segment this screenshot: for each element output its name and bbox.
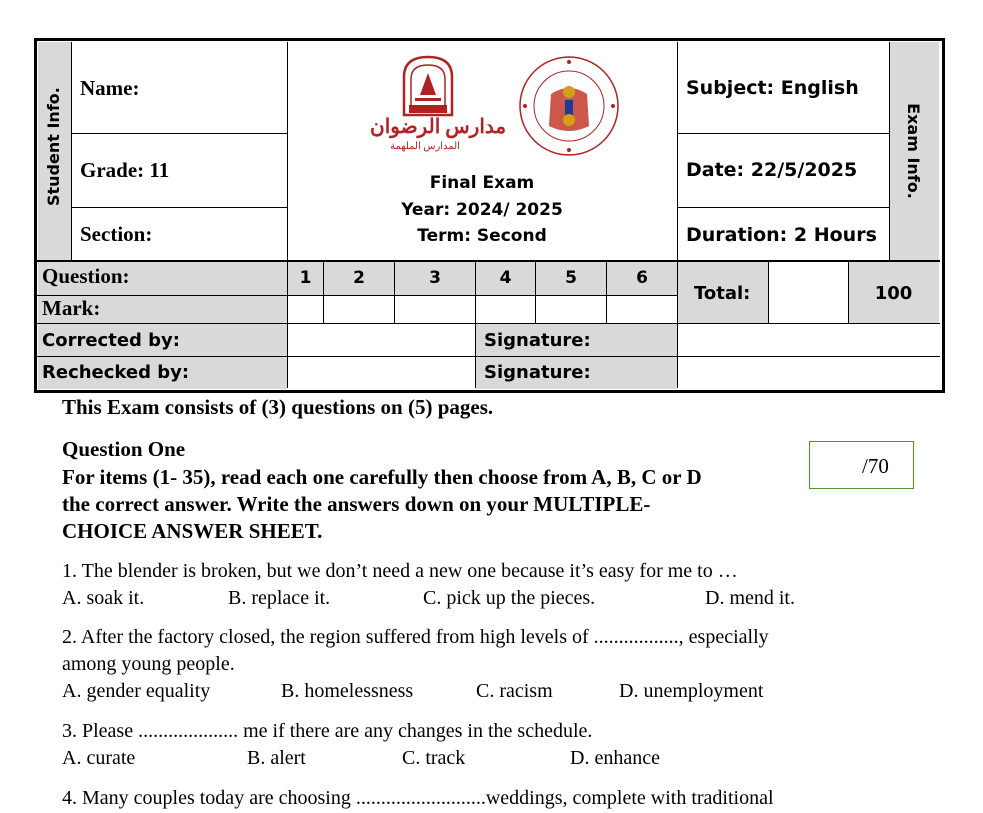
item-option[interactable]: B. replace it. bbox=[228, 587, 331, 609]
item-option[interactable]: A. soak it. bbox=[62, 587, 145, 609]
item-stem: among young people. bbox=[62, 653, 235, 675]
subject-label: Subject: English bbox=[686, 77, 859, 99]
signature-label: Signature: bbox=[484, 362, 591, 383]
mark-row-label: Mark: bbox=[42, 296, 101, 320]
student-info-side-label: Student Info. bbox=[44, 87, 63, 206]
item-stem: 1. The blender is broken, but we don’t need a new one because it’s easy for me to … bbox=[62, 560, 738, 582]
name-label: Name: bbox=[80, 76, 140, 100]
item-option[interactable]: D. enhance bbox=[570, 747, 660, 769]
score-box bbox=[809, 441, 914, 489]
question-row-label: Question: bbox=[42, 264, 130, 288]
question-number-cell: 4 bbox=[499, 268, 512, 288]
question-one-instructions: the correct answer. Write the answers down on your MULTIPLE- bbox=[62, 492, 651, 516]
exam-year: Year: 2024/ 2025 bbox=[401, 200, 563, 220]
item-option[interactable]: B. alert bbox=[247, 747, 306, 769]
item-option[interactable]: C. track bbox=[402, 747, 466, 769]
date-label: Date: 22/5/2025 bbox=[686, 159, 858, 181]
item-option[interactable]: A. curate bbox=[62, 747, 136, 769]
item-stem: 2. After the factory closed, the region suffered from high levels of ................., especially bbox=[62, 626, 769, 648]
question-number-cell: 2 bbox=[353, 268, 365, 288]
item-option[interactable]: D. unemployment bbox=[619, 680, 764, 702]
signature-label: Signature: bbox=[484, 330, 591, 351]
total-label: Total: bbox=[694, 283, 751, 304]
item-option[interactable]: C. racism bbox=[476, 680, 553, 702]
item-option[interactable]: D. mend it. bbox=[705, 587, 795, 609]
item-option[interactable]: C. pick up the pieces. bbox=[423, 587, 596, 609]
question-number-cell: 5 bbox=[565, 268, 577, 288]
exam-title: Final Exam bbox=[429, 173, 535, 193]
corrected-by-label: Corrected by: bbox=[42, 330, 180, 351]
duration-label: Duration: 2 Hours bbox=[686, 224, 877, 246]
item-option[interactable]: B. homelessness bbox=[281, 680, 414, 702]
exam-intro: This Exam consists of (3) questions on (5) pages. bbox=[62, 395, 494, 419]
rechecked-by-label: Rechecked by: bbox=[42, 362, 190, 383]
school-logo bbox=[401, 55, 455, 117]
total-value: 100 bbox=[874, 283, 913, 304]
question-number-cell: 3 bbox=[429, 268, 441, 288]
item-stem: 3. Please .................... me if there are any changes in the schedule. bbox=[62, 720, 593, 742]
section-label: Section: bbox=[80, 222, 153, 246]
score-box-value: /70 bbox=[862, 454, 889, 478]
school-subtitle-arabic: المدارس الملهمة bbox=[390, 141, 460, 152]
question-number-cell: 6 bbox=[636, 268, 648, 288]
ministry-emblem-seal bbox=[517, 54, 621, 158]
exam-info-side-label: Exam Info. bbox=[904, 103, 923, 199]
question-one-title: Question One bbox=[62, 437, 186, 461]
question-one-instructions: For items (1- 35), read each one carefully then choose from A, B, C or D bbox=[62, 465, 702, 489]
item-stem: 4. Many couples today are choosing ..........................weddings, complete with traditional bbox=[62, 787, 774, 809]
grade-label: Grade: 11 bbox=[80, 158, 170, 182]
question-number-cell: 1 bbox=[299, 268, 312, 288]
item-option[interactable]: A. gender equality bbox=[62, 680, 211, 702]
exam-term: Term: Second bbox=[417, 226, 547, 246]
question-one-instructions: CHOICE ANSWER SHEET. bbox=[62, 519, 323, 543]
school-name-arabic: مدارس الرضوان bbox=[370, 116, 507, 138]
